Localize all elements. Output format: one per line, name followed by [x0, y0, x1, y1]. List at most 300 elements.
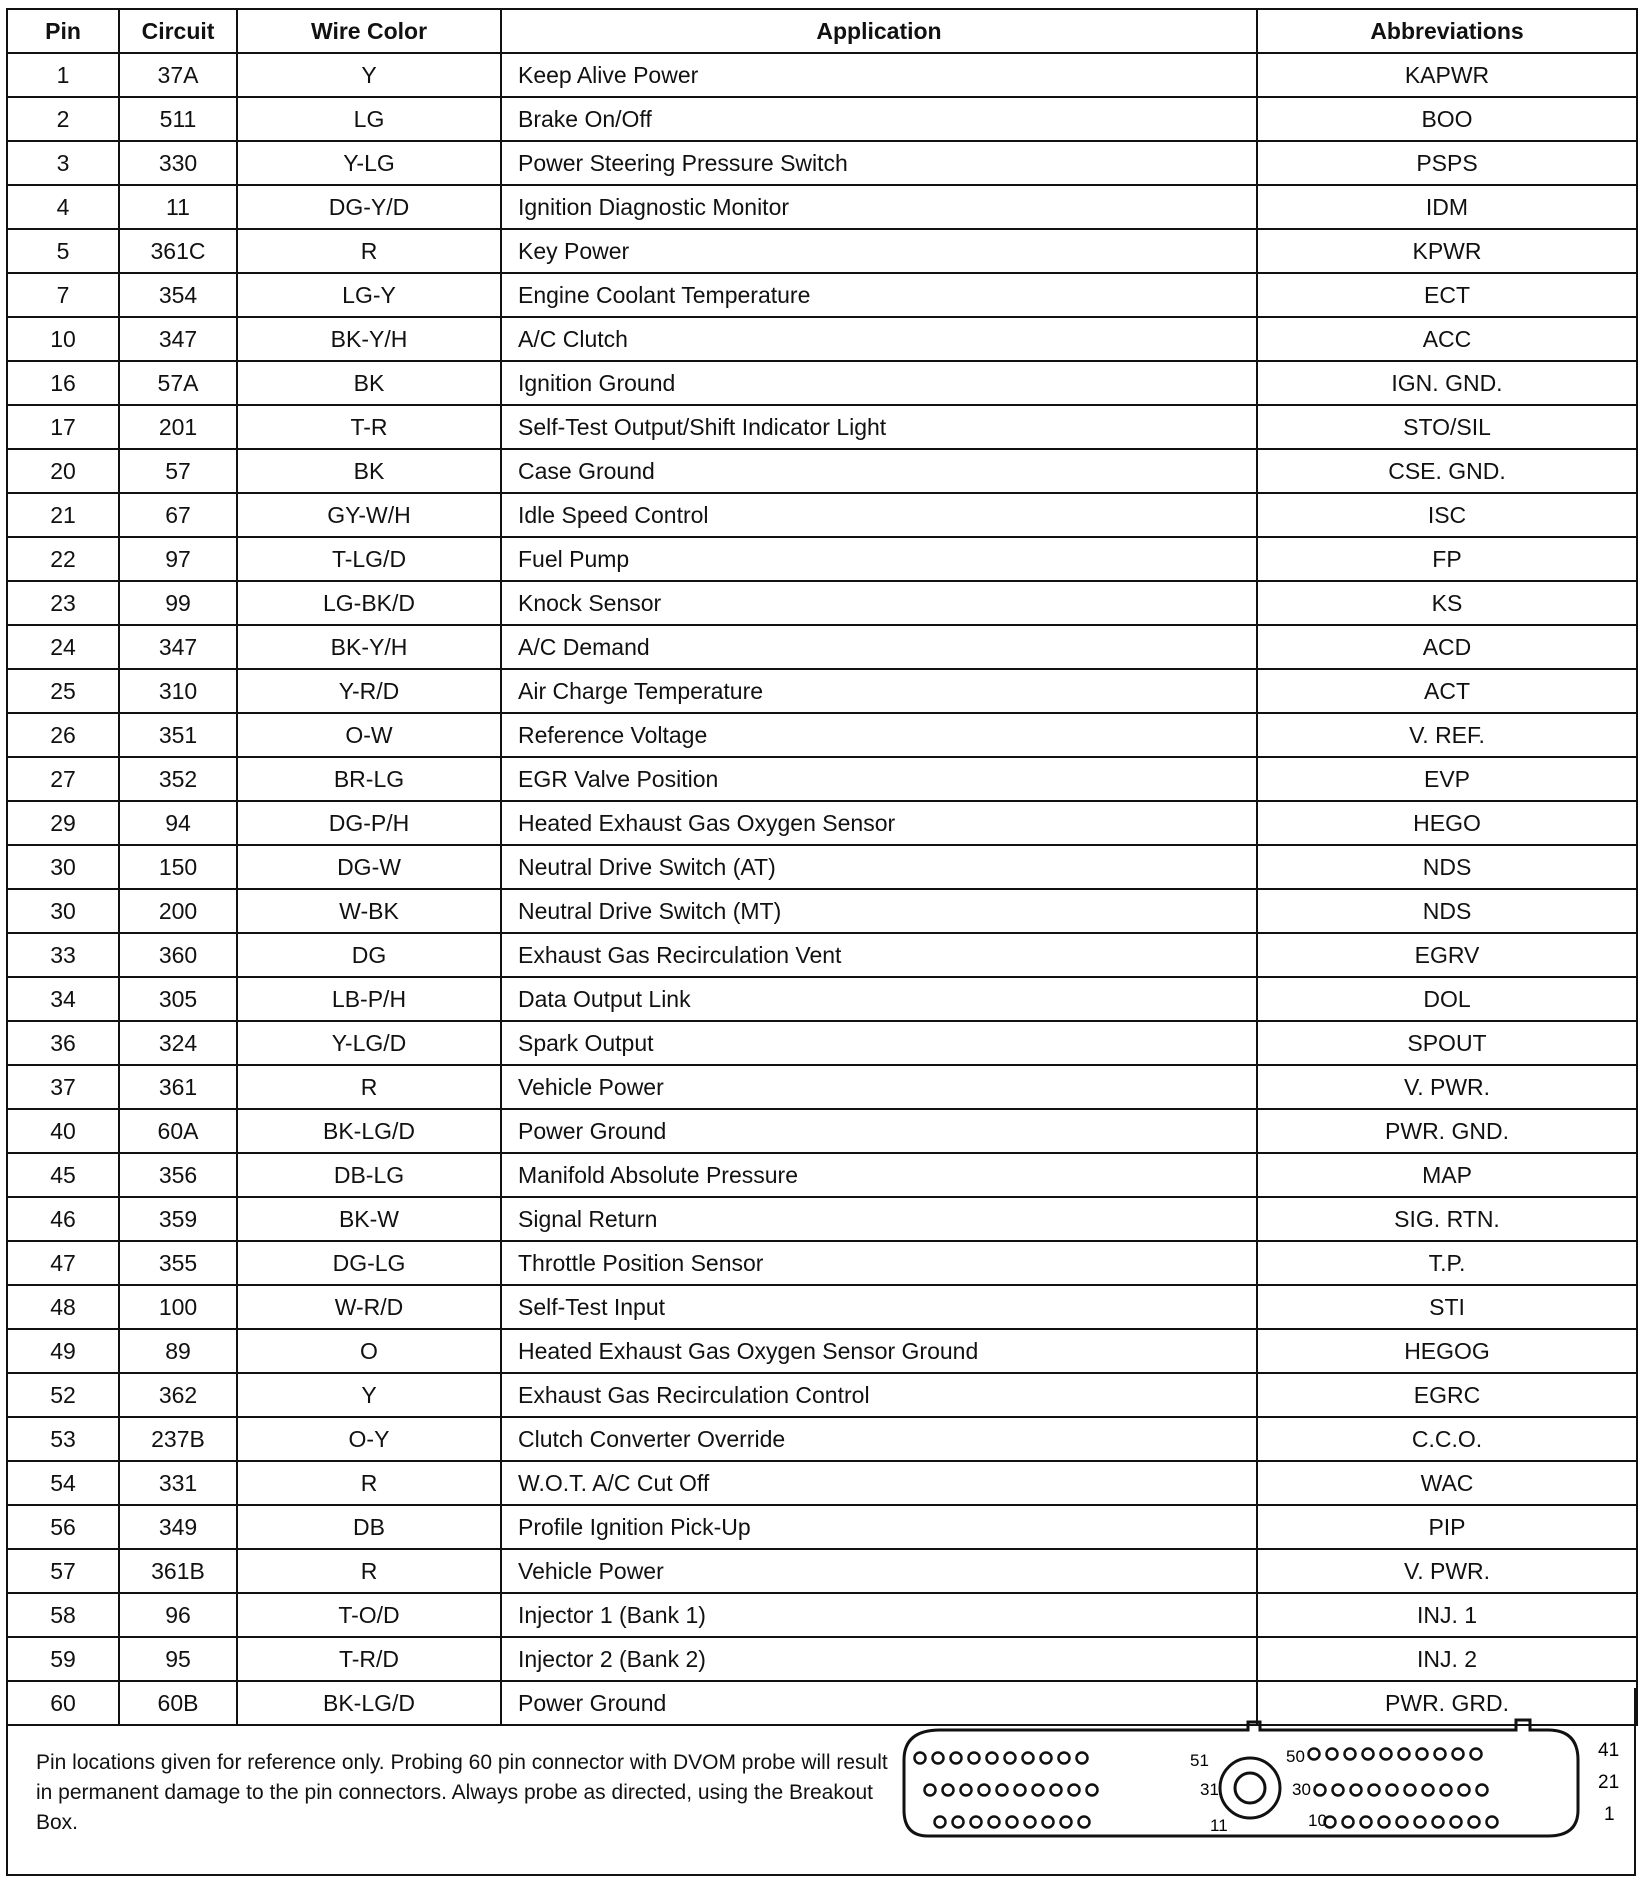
- cell-pin: 3: [7, 141, 119, 185]
- cell-wire-color: Y: [237, 1373, 501, 1417]
- cell-wire-color: BK: [237, 361, 501, 405]
- connector-pin-hole: [1417, 1749, 1428, 1760]
- cell-circuit: 60A: [119, 1109, 237, 1153]
- connector-pin-hole: [1005, 1753, 1016, 1764]
- cell-abbreviation: T.P.: [1257, 1241, 1637, 1285]
- table-row: [7, 713, 1637, 757]
- cell-application: Heated Exhaust Gas Oxygen Sensor Ground: [501, 1329, 1257, 1373]
- cell-circuit: 57: [119, 449, 237, 493]
- cell-pin: 58: [7, 1593, 119, 1637]
- cell-pin: 37: [7, 1065, 119, 1109]
- header-application: Application: [501, 9, 1257, 53]
- cell-circuit: 361C: [119, 229, 237, 273]
- cell-abbreviation: V. REF.: [1257, 713, 1637, 757]
- cell-circuit: 99: [119, 581, 237, 625]
- cell-abbreviation: BOO: [1257, 97, 1637, 141]
- table-row: [7, 1637, 1637, 1681]
- cell-circuit: 355: [119, 1241, 237, 1285]
- connector-pin-hole: [1369, 1785, 1380, 1796]
- cell-application: Key Power: [501, 229, 1257, 273]
- pinout-table: [6, 8, 1638, 1726]
- cell-wire-color: DG-P/H: [237, 801, 501, 845]
- cell-circuit: 361B: [119, 1549, 237, 1593]
- cell-wire-color: O-Y: [237, 1417, 501, 1461]
- cell-abbreviation: NDS: [1257, 889, 1637, 933]
- connector-pin-hole: [979, 1785, 990, 1796]
- cell-pin: 54: [7, 1461, 119, 1505]
- cell-wire-color: DB-LG: [237, 1153, 501, 1197]
- cell-wire-color: BK-LG/D: [237, 1109, 501, 1153]
- cell-pin: 46: [7, 1197, 119, 1241]
- cell-circuit: 361: [119, 1065, 237, 1109]
- table-row: [7, 537, 1637, 581]
- cell-circuit: 67: [119, 493, 237, 537]
- cell-abbreviation: NDS: [1257, 845, 1637, 889]
- table-row: [7, 889, 1637, 933]
- cell-abbreviation: C.C.O.: [1257, 1417, 1637, 1461]
- cell-wire-color: DG-W: [237, 845, 501, 889]
- cell-abbreviation: KPWR: [1257, 229, 1637, 273]
- cell-circuit: 331: [119, 1461, 237, 1505]
- connector-pin-hole: [953, 1817, 964, 1828]
- connector-pin-hole: [1015, 1785, 1026, 1796]
- cell-pin: 20: [7, 449, 119, 493]
- label-pin-11: 11: [1210, 1816, 1228, 1835]
- cell-circuit: 349: [119, 1505, 237, 1549]
- cell-application: A/C Demand: [501, 625, 1257, 669]
- cell-abbreviation: PWR. GND.: [1257, 1109, 1637, 1153]
- connector-pin-hole: [1441, 1785, 1452, 1796]
- pinout-sheet: [6, 8, 1636, 1876]
- cell-abbreviation: V. PWR.: [1257, 1065, 1637, 1109]
- cell-pin: 60: [7, 1681, 119, 1725]
- cell-wire-color: LB-P/H: [237, 977, 501, 1021]
- table-header-row: [7, 9, 1637, 53]
- cell-circuit: 347: [119, 317, 237, 361]
- cell-wire-color: R: [237, 229, 501, 273]
- connector-pin-hole: [925, 1785, 936, 1796]
- cell-circuit: 96: [119, 1593, 237, 1637]
- cell-application: Self-Test Input: [501, 1285, 1257, 1329]
- cell-circuit: 95: [119, 1637, 237, 1681]
- cell-abbreviation: HEGO: [1257, 801, 1637, 845]
- label-pin-30: 30: [1292, 1780, 1311, 1799]
- cell-pin: 48: [7, 1285, 119, 1329]
- table-row: [7, 1461, 1637, 1505]
- cell-application: Case Ground: [501, 449, 1257, 493]
- cell-abbreviation: V. PWR.: [1257, 1549, 1637, 1593]
- connector-pin-hole: [1061, 1817, 1072, 1828]
- cell-circuit: 356: [119, 1153, 237, 1197]
- probe-warning-note: Pin locations given for reference only. Probing 60 pin connector with DVOM probe will result in permanent damage to the pin connectors. Always probe as directed, using the Breakout Box.: [36, 1751, 888, 1834]
- connector-pin-hole: [1051, 1785, 1062, 1796]
- table-row: [7, 229, 1637, 273]
- connector-pin-hole: [1469, 1817, 1480, 1828]
- cell-wire-color: DG-Y/D: [237, 185, 501, 229]
- cell-application: Brake On/Off: [501, 97, 1257, 141]
- cell-abbreviation: KS: [1257, 581, 1637, 625]
- cell-application: Heated Exhaust Gas Oxygen Sensor: [501, 801, 1257, 845]
- header-circuit: Circuit: [119, 9, 237, 53]
- cell-circuit: 324: [119, 1021, 237, 1065]
- connector-pin-hole: [1415, 1817, 1426, 1828]
- cell-pin: 16: [7, 361, 119, 405]
- cell-abbreviation: SPOUT: [1257, 1021, 1637, 1065]
- connector-pin-hole: [971, 1817, 982, 1828]
- cell-application: Data Output Link: [501, 977, 1257, 1021]
- cell-abbreviation: STI: [1257, 1285, 1637, 1329]
- cell-pin: 4: [7, 185, 119, 229]
- cell-application: Power Ground: [501, 1681, 1257, 1725]
- cell-pin: 47: [7, 1241, 119, 1285]
- cell-circuit: 89: [119, 1329, 237, 1373]
- table-row: [7, 1021, 1637, 1065]
- cell-wire-color: W-R/D: [237, 1285, 501, 1329]
- label-pin-10: 10: [1308, 1811, 1327, 1830]
- connector-pin-hole: [1387, 1785, 1398, 1796]
- cell-application: Injector 2 (Bank 2): [501, 1637, 1257, 1681]
- cell-abbreviation: STO/SIL: [1257, 405, 1637, 449]
- cell-application: EGR Valve Position: [501, 757, 1257, 801]
- cell-application: W.O.T. A/C Cut Off: [501, 1461, 1257, 1505]
- cell-wire-color: R: [237, 1549, 501, 1593]
- cell-application: Exhaust Gas Recirculation Control: [501, 1373, 1257, 1417]
- cell-circuit: 37A: [119, 53, 237, 97]
- table-row: [7, 1593, 1637, 1637]
- connector-pin-hole: [1069, 1785, 1080, 1796]
- cell-circuit: 150: [119, 845, 237, 889]
- connector-pin-hole: [1351, 1785, 1362, 1796]
- cell-abbreviation: HEGOG: [1257, 1329, 1637, 1373]
- cell-pin: 36: [7, 1021, 119, 1065]
- table-row: [7, 1065, 1637, 1109]
- cell-application: Profile Ignition Pick-Up: [501, 1505, 1257, 1549]
- cell-pin: 53: [7, 1417, 119, 1461]
- connector-pin-hole: [1471, 1749, 1482, 1760]
- cell-wire-color: BR-LG: [237, 757, 501, 801]
- cell-circuit: 60B: [119, 1681, 237, 1725]
- connector-pin-hole: [1309, 1749, 1320, 1760]
- cell-wire-color: BK-W: [237, 1197, 501, 1241]
- table-row: [7, 361, 1637, 405]
- cell-wire-color: Y-LG/D: [237, 1021, 501, 1065]
- cell-abbreviation: EVP: [1257, 757, 1637, 801]
- connector-pin-hole: [1423, 1785, 1434, 1796]
- cell-application: Air Charge Temperature: [501, 669, 1257, 713]
- cell-application: A/C Clutch: [501, 317, 1257, 361]
- connector-pin-hole: [943, 1785, 954, 1796]
- connector-pin-hole: [1079, 1817, 1090, 1828]
- label-right-row2: 21: [1598, 1772, 1620, 1793]
- table-row: [7, 757, 1637, 801]
- table-row: [7, 1153, 1637, 1197]
- cell-pin: 40: [7, 1109, 119, 1153]
- table-row: [7, 185, 1637, 229]
- connector-pin-hole: [1345, 1749, 1356, 1760]
- cell-circuit: 362: [119, 1373, 237, 1417]
- connector-pin-hole: [1059, 1753, 1070, 1764]
- table-row: [7, 53, 1637, 97]
- connector-pin-hole: [1077, 1753, 1088, 1764]
- cell-application: Exhaust Gas Recirculation Vent: [501, 933, 1257, 977]
- table-row: [7, 1505, 1637, 1549]
- cell-abbreviation: FP: [1257, 537, 1637, 581]
- cell-pin: 17: [7, 405, 119, 449]
- table-row: [7, 493, 1637, 537]
- cell-abbreviation: WAC: [1257, 1461, 1637, 1505]
- cell-circuit: 352: [119, 757, 237, 801]
- connector-pin-hole: [987, 1753, 998, 1764]
- cell-abbreviation: PSPS: [1257, 141, 1637, 185]
- connector-pin-hole: [933, 1753, 944, 1764]
- cell-circuit: 330: [119, 141, 237, 185]
- table-row: [7, 97, 1637, 141]
- cell-circuit: 360: [119, 933, 237, 977]
- table-row: [7, 1109, 1637, 1153]
- cell-circuit: 100: [119, 1285, 237, 1329]
- cell-application: Engine Coolant Temperature: [501, 273, 1257, 317]
- connector-pin-hole: [1315, 1785, 1326, 1796]
- cell-abbreviation: MAP: [1257, 1153, 1637, 1197]
- cell-circuit: 359: [119, 1197, 237, 1241]
- table-row: [7, 405, 1637, 449]
- cell-circuit: 57A: [119, 361, 237, 405]
- cell-wire-color: Y: [237, 53, 501, 97]
- label-right-row3: 1: [1604, 1804, 1615, 1825]
- table-row: [7, 625, 1637, 669]
- cell-application: Fuel Pump: [501, 537, 1257, 581]
- cell-abbreviation: ECT: [1257, 273, 1637, 317]
- cell-abbreviation: CSE. GND.: [1257, 449, 1637, 493]
- connector-pin-hole: [1043, 1817, 1054, 1828]
- table-row: [7, 273, 1637, 317]
- cell-pin: 5: [7, 229, 119, 273]
- connector-pin-hole: [1361, 1817, 1372, 1828]
- connector-pin-hole: [1487, 1817, 1498, 1828]
- cell-abbreviation: PWR. GRD.: [1257, 1681, 1637, 1725]
- connector-pin-hole: [1381, 1749, 1392, 1760]
- cell-abbreviation: ACC: [1257, 317, 1637, 361]
- cell-abbreviation: ACT: [1257, 669, 1637, 713]
- cell-abbreviation: ISC: [1257, 493, 1637, 537]
- connector-pin-hole: [1343, 1817, 1354, 1828]
- connector-pin-hole: [1433, 1817, 1444, 1828]
- header-wire-color: Wire Color: [237, 9, 501, 53]
- connector-pin-hole: [951, 1753, 962, 1764]
- cell-circuit: 201: [119, 405, 237, 449]
- cell-pin: 30: [7, 889, 119, 933]
- cell-application: Clutch Converter Override: [501, 1417, 1257, 1461]
- cell-wire-color: DG: [237, 933, 501, 977]
- cell-abbreviation: IDM: [1257, 185, 1637, 229]
- connector-pin-hole: [1477, 1785, 1488, 1796]
- cell-circuit: 310: [119, 669, 237, 713]
- cell-application: Self-Test Output/Shift Indicator Light: [501, 405, 1257, 449]
- cell-wire-color: R: [237, 1065, 501, 1109]
- connector-pin-hole: [1451, 1817, 1462, 1828]
- cell-circuit: 351: [119, 713, 237, 757]
- table-row: [7, 669, 1637, 713]
- cell-circuit: 305: [119, 977, 237, 1021]
- table-row: [7, 801, 1637, 845]
- cell-abbreviation: IGN. GND.: [1257, 361, 1637, 405]
- cell-wire-color: T-R/D: [237, 1637, 501, 1681]
- connector-pin-hole: [997, 1785, 1008, 1796]
- connector-pin-hole: [1025, 1817, 1036, 1828]
- connector-pin-hole: [1459, 1785, 1470, 1796]
- cell-abbreviation: DOL: [1257, 977, 1637, 1021]
- connector-pin-hole: [1007, 1817, 1018, 1828]
- connector-pin-hole: [1399, 1749, 1410, 1760]
- table-row: [7, 977, 1637, 1021]
- cell-application: Manifold Absolute Pressure: [501, 1153, 1257, 1197]
- cell-wire-color: LG: [237, 97, 501, 141]
- table-row: [7, 581, 1637, 625]
- cell-pin: 10: [7, 317, 119, 361]
- cell-pin: 27: [7, 757, 119, 801]
- label-pin-50: 50: [1286, 1747, 1305, 1766]
- cell-pin: 59: [7, 1637, 119, 1681]
- cell-pin: 26: [7, 713, 119, 757]
- cell-wire-color: GY-W/H: [237, 493, 501, 537]
- cell-circuit: 237B: [119, 1417, 237, 1461]
- cell-wire-color: BK-LG/D: [237, 1681, 501, 1725]
- table-row: [7, 141, 1637, 185]
- cell-wire-color: BK: [237, 449, 501, 493]
- cell-wire-color: Y-R/D: [237, 669, 501, 713]
- cell-abbreviation: KAPWR: [1257, 53, 1637, 97]
- table-row: [7, 1549, 1637, 1593]
- cell-abbreviation: PIP: [1257, 1505, 1637, 1549]
- connector-pin-hole: [935, 1817, 946, 1828]
- notes-panel: [6, 1688, 1636, 1876]
- cell-application: Ignition Ground: [501, 361, 1257, 405]
- cell-wire-color: DG-LG: [237, 1241, 501, 1285]
- cell-wire-color: T-LG/D: [237, 537, 501, 581]
- cell-pin: 52: [7, 1373, 119, 1417]
- cell-pin: 2: [7, 97, 119, 141]
- connector-pin-hole: [1087, 1785, 1098, 1796]
- cell-pin: 34: [7, 977, 119, 1021]
- cell-application: Ignition Diagnostic Monitor: [501, 185, 1257, 229]
- connector-pin-hole: [1327, 1749, 1338, 1760]
- cell-application: Knock Sensor: [501, 581, 1257, 625]
- cell-application: Power Steering Pressure Switch: [501, 141, 1257, 185]
- connector-pin-hole: [1435, 1749, 1446, 1760]
- table-row: [7, 317, 1637, 361]
- connector-pin-hole: [1405, 1785, 1416, 1796]
- cell-abbreviation: INJ. 2: [1257, 1637, 1637, 1681]
- connector-pin-hole: [915, 1753, 926, 1764]
- connector-pin-hole: [1379, 1817, 1390, 1828]
- table-row: [7, 1373, 1637, 1417]
- cell-pin: 49: [7, 1329, 119, 1373]
- cell-application: Neutral Drive Switch (MT): [501, 889, 1257, 933]
- connector-pin-hole: [1453, 1749, 1464, 1760]
- cell-application: Signal Return: [501, 1197, 1257, 1241]
- label-pin-31: 31: [1200, 1780, 1219, 1799]
- table-row: [7, 933, 1637, 977]
- cell-pin: 25: [7, 669, 119, 713]
- connector-pin-hole: [969, 1753, 980, 1764]
- cell-abbreviation: EGRC: [1257, 1373, 1637, 1417]
- cell-abbreviation: ACD: [1257, 625, 1637, 669]
- cell-application: Neutral Drive Switch (AT): [501, 845, 1257, 889]
- cell-abbreviation: SIG. RTN.: [1257, 1197, 1637, 1241]
- cell-pin: 57: [7, 1549, 119, 1593]
- table-row: [7, 1285, 1637, 1329]
- connector-pin-hole: [1363, 1749, 1374, 1760]
- cell-pin: 21: [7, 493, 119, 537]
- header-pin: Pin: [7, 9, 119, 53]
- cell-pin: 56: [7, 1505, 119, 1549]
- label-pin-51: 51: [1190, 1751, 1209, 1770]
- table-row: [7, 845, 1637, 889]
- cell-wire-color: BK-Y/H: [237, 625, 501, 669]
- cell-pin: 30: [7, 845, 119, 889]
- connector-pin-hole: [1033, 1785, 1044, 1796]
- cell-pin: 7: [7, 273, 119, 317]
- connector-pin-hole: [989, 1817, 1000, 1828]
- cell-wire-color: LG-BK/D: [237, 581, 501, 625]
- cell-circuit: 94: [119, 801, 237, 845]
- cell-wire-color: T-R: [237, 405, 501, 449]
- cell-circuit: 11: [119, 185, 237, 229]
- cell-circuit: 511: [119, 97, 237, 141]
- label-right-row1: 41: [1598, 1740, 1620, 1761]
- connector-pin-hole: [1397, 1817, 1408, 1828]
- cell-application: Throttle Position Sensor: [501, 1241, 1257, 1285]
- cell-circuit: 354: [119, 273, 237, 317]
- cell-application: Injector 1 (Bank 1): [501, 1593, 1257, 1637]
- cell-application: Vehicle Power: [501, 1549, 1257, 1593]
- cell-pin: 1: [7, 53, 119, 97]
- header-abbreviations: Abbreviations: [1257, 9, 1637, 53]
- cell-pin: 45: [7, 1153, 119, 1197]
- connector-pin-hole: [1041, 1753, 1052, 1764]
- center-post-outer: [1220, 1758, 1280, 1818]
- cell-circuit: 347: [119, 625, 237, 669]
- cell-abbreviation: INJ. 1: [1257, 1593, 1637, 1637]
- connector-pin-hole: [1333, 1785, 1344, 1796]
- cell-application: Keep Alive Power: [501, 53, 1257, 97]
- cell-wire-color: LG-Y: [237, 273, 501, 317]
- cell-application: Vehicle Power: [501, 1065, 1257, 1109]
- cell-pin: 24: [7, 625, 119, 669]
- cell-wire-color: R: [237, 1461, 501, 1505]
- cell-wire-color: O: [237, 1329, 501, 1373]
- cell-wire-color: Y-LG: [237, 141, 501, 185]
- cell-pin: 22: [7, 537, 119, 581]
- table-row: [7, 1197, 1637, 1241]
- cell-application: Idle Speed Control: [501, 493, 1257, 537]
- cell-wire-color: W-BK: [237, 889, 501, 933]
- cell-circuit: 97: [119, 537, 237, 581]
- connector-pin-hole: [1023, 1753, 1034, 1764]
- cell-wire-color: DB: [237, 1505, 501, 1549]
- cell-pin: 33: [7, 933, 119, 977]
- cell-wire-color: O-W: [237, 713, 501, 757]
- cell-wire-color: T-O/D: [237, 1593, 501, 1637]
- cell-wire-color: BK-Y/H: [237, 317, 501, 361]
- cell-application: Reference Voltage: [501, 713, 1257, 757]
- table-row: [7, 1241, 1637, 1285]
- cell-circuit: 200: [119, 889, 237, 933]
- table-row: [7, 1417, 1637, 1461]
- center-post-inner: [1235, 1773, 1265, 1803]
- cell-abbreviation: EGRV: [1257, 933, 1637, 977]
- cell-application: Power Ground: [501, 1109, 1257, 1153]
